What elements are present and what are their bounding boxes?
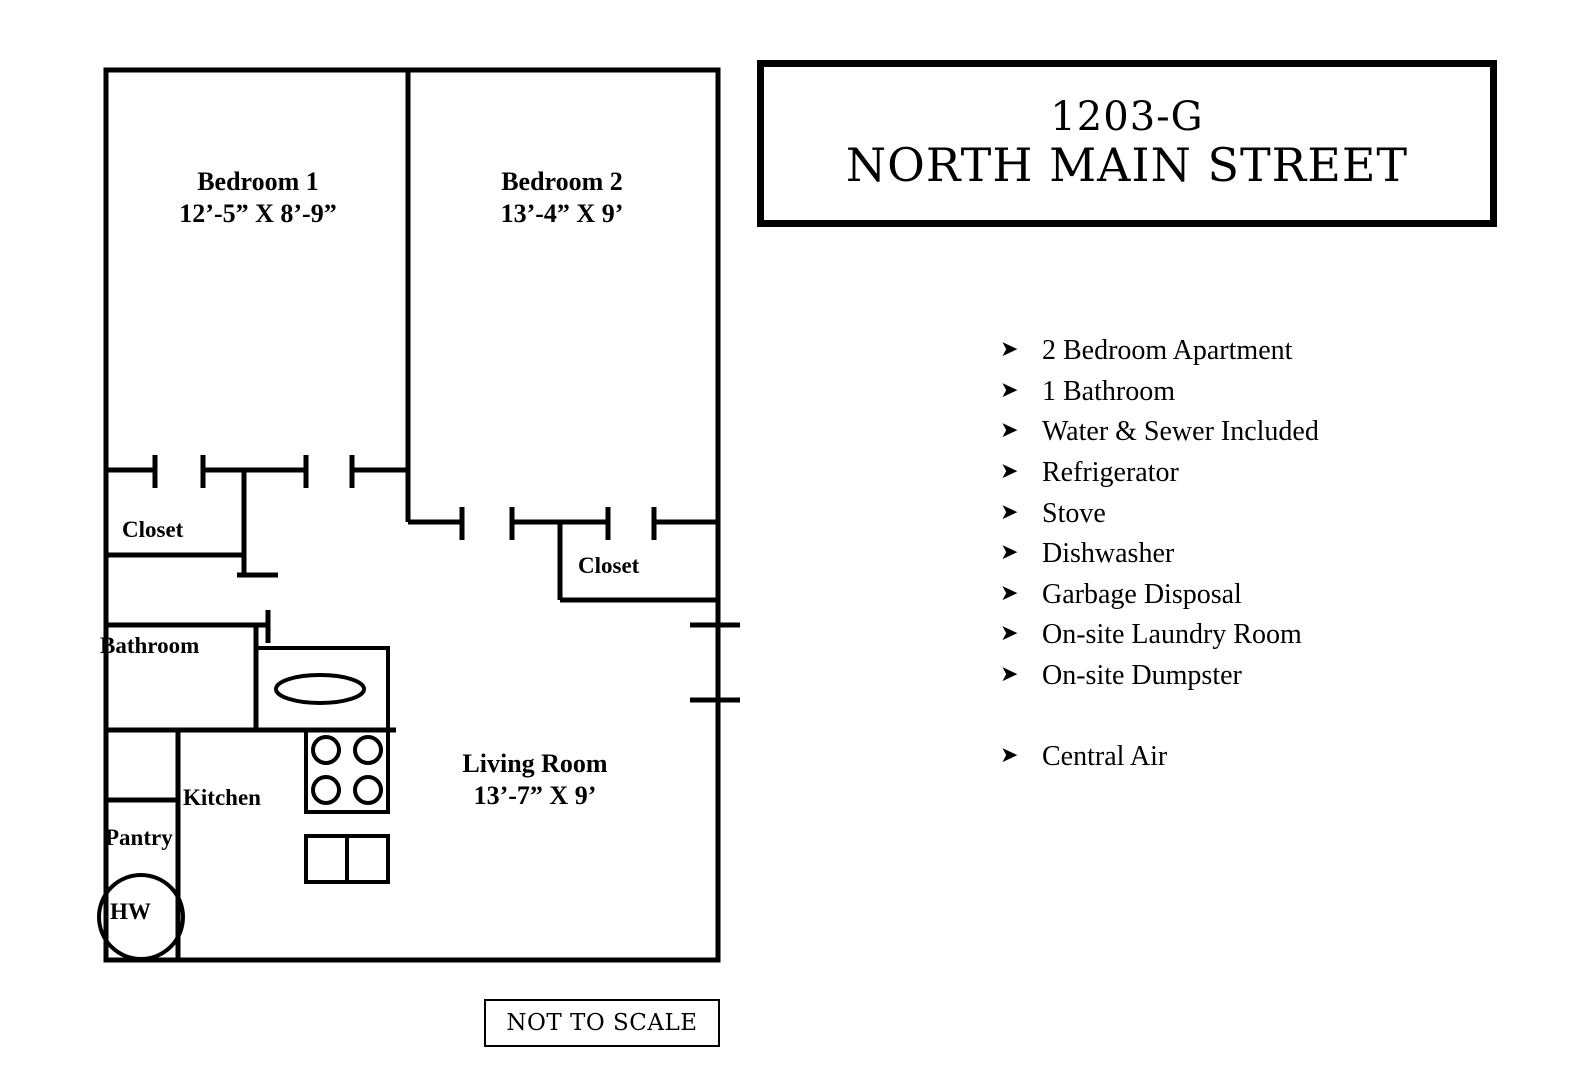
room-name: Bedroom 1 <box>197 167 319 196</box>
page-title-street: NORTH MAIN STREET <box>845 138 1409 193</box>
arrow-bullet-icon: ➤ <box>1000 377 1019 403</box>
bathroom-fixture-icon <box>256 648 388 730</box>
arrow-bullet-icon: ➤ <box>1000 499 1019 525</box>
room-label-living-room <box>400 748 670 811</box>
room-label-closet-bedroom-1: Closet <box>122 517 184 542</box>
feature-label: 1 Bathroom <box>1042 375 1175 407</box>
room-dimensions: 13’-4” X 9’ <box>500 198 624 228</box>
arrow-bullet-icon: ➤ <box>1000 662 1019 687</box>
sink-icon <box>306 836 388 882</box>
not-to-scale-note: NOT TO SCALE <box>484 999 720 1047</box>
feature-label: Stove <box>1042 497 1106 529</box>
floor-plan <box>0 0 760 1080</box>
feature-label: On-site Dumpster <box>1042 660 1242 691</box>
room-label-pantry: Pantry <box>105 825 173 850</box>
list-item <box>1000 576 1420 615</box>
feature-label: 2 Bedroom Apartment <box>1042 335 1293 366</box>
room-label-closet-bedroom-2: Closet <box>578 553 640 578</box>
feature-label: Refrigerator <box>1042 456 1179 488</box>
arrow-bullet-icon: ➤ <box>1000 540 1019 566</box>
list-item <box>1000 738 1420 777</box>
room-name: Living Room <box>462 749 608 778</box>
list-item <box>1000 413 1420 452</box>
room-label-bedroom-1 <box>108 166 408 229</box>
list-item <box>1000 332 1420 371</box>
arrow-bullet-icon: ➤ <box>1000 580 1019 606</box>
page-title-unit: 1203-G <box>1050 94 1204 141</box>
list-spacer <box>1000 698 1420 738</box>
arrow-bullet-icon: ➤ <box>1000 742 1019 768</box>
list-item <box>1000 657 1420 696</box>
room-label-kitchen: Kitchen <box>183 785 261 810</box>
room-dimensions: 13’-7” X 9’ <box>473 780 597 810</box>
room-dimensions: 12’-5” X 8’-9” <box>179 198 337 228</box>
feature-label: On-site Laundry Room <box>1042 619 1302 651</box>
stove-icon <box>306 730 388 812</box>
room-name: Bedroom 2 <box>501 167 623 196</box>
list-item <box>1000 616 1420 655</box>
arrow-bullet-icon: ➤ <box>1000 337 1019 362</box>
arrow-bullet-icon: ➤ <box>1000 458 1019 484</box>
title-box <box>757 60 1497 227</box>
room-label-hot-water-heater: HW <box>110 899 151 924</box>
list-item <box>1000 373 1420 412</box>
room-label-bathroom: Bathroom <box>100 633 200 658</box>
list-item <box>1000 495 1420 534</box>
list-item <box>1000 535 1420 574</box>
list-item <box>1000 454 1420 493</box>
room-label-bedroom-2 <box>412 166 712 229</box>
feature-label: Garbage Disposal <box>1042 578 1242 610</box>
arrow-bullet-icon: ➤ <box>1000 418 1019 444</box>
feature-label: Water & Sewer Included <box>1042 416 1319 448</box>
features-list <box>1000 332 1420 778</box>
arrow-bullet-icon: ➤ <box>1000 621 1019 647</box>
feature-label: Central Air <box>1042 740 1168 772</box>
feature-label: Dishwasher <box>1042 538 1175 570</box>
